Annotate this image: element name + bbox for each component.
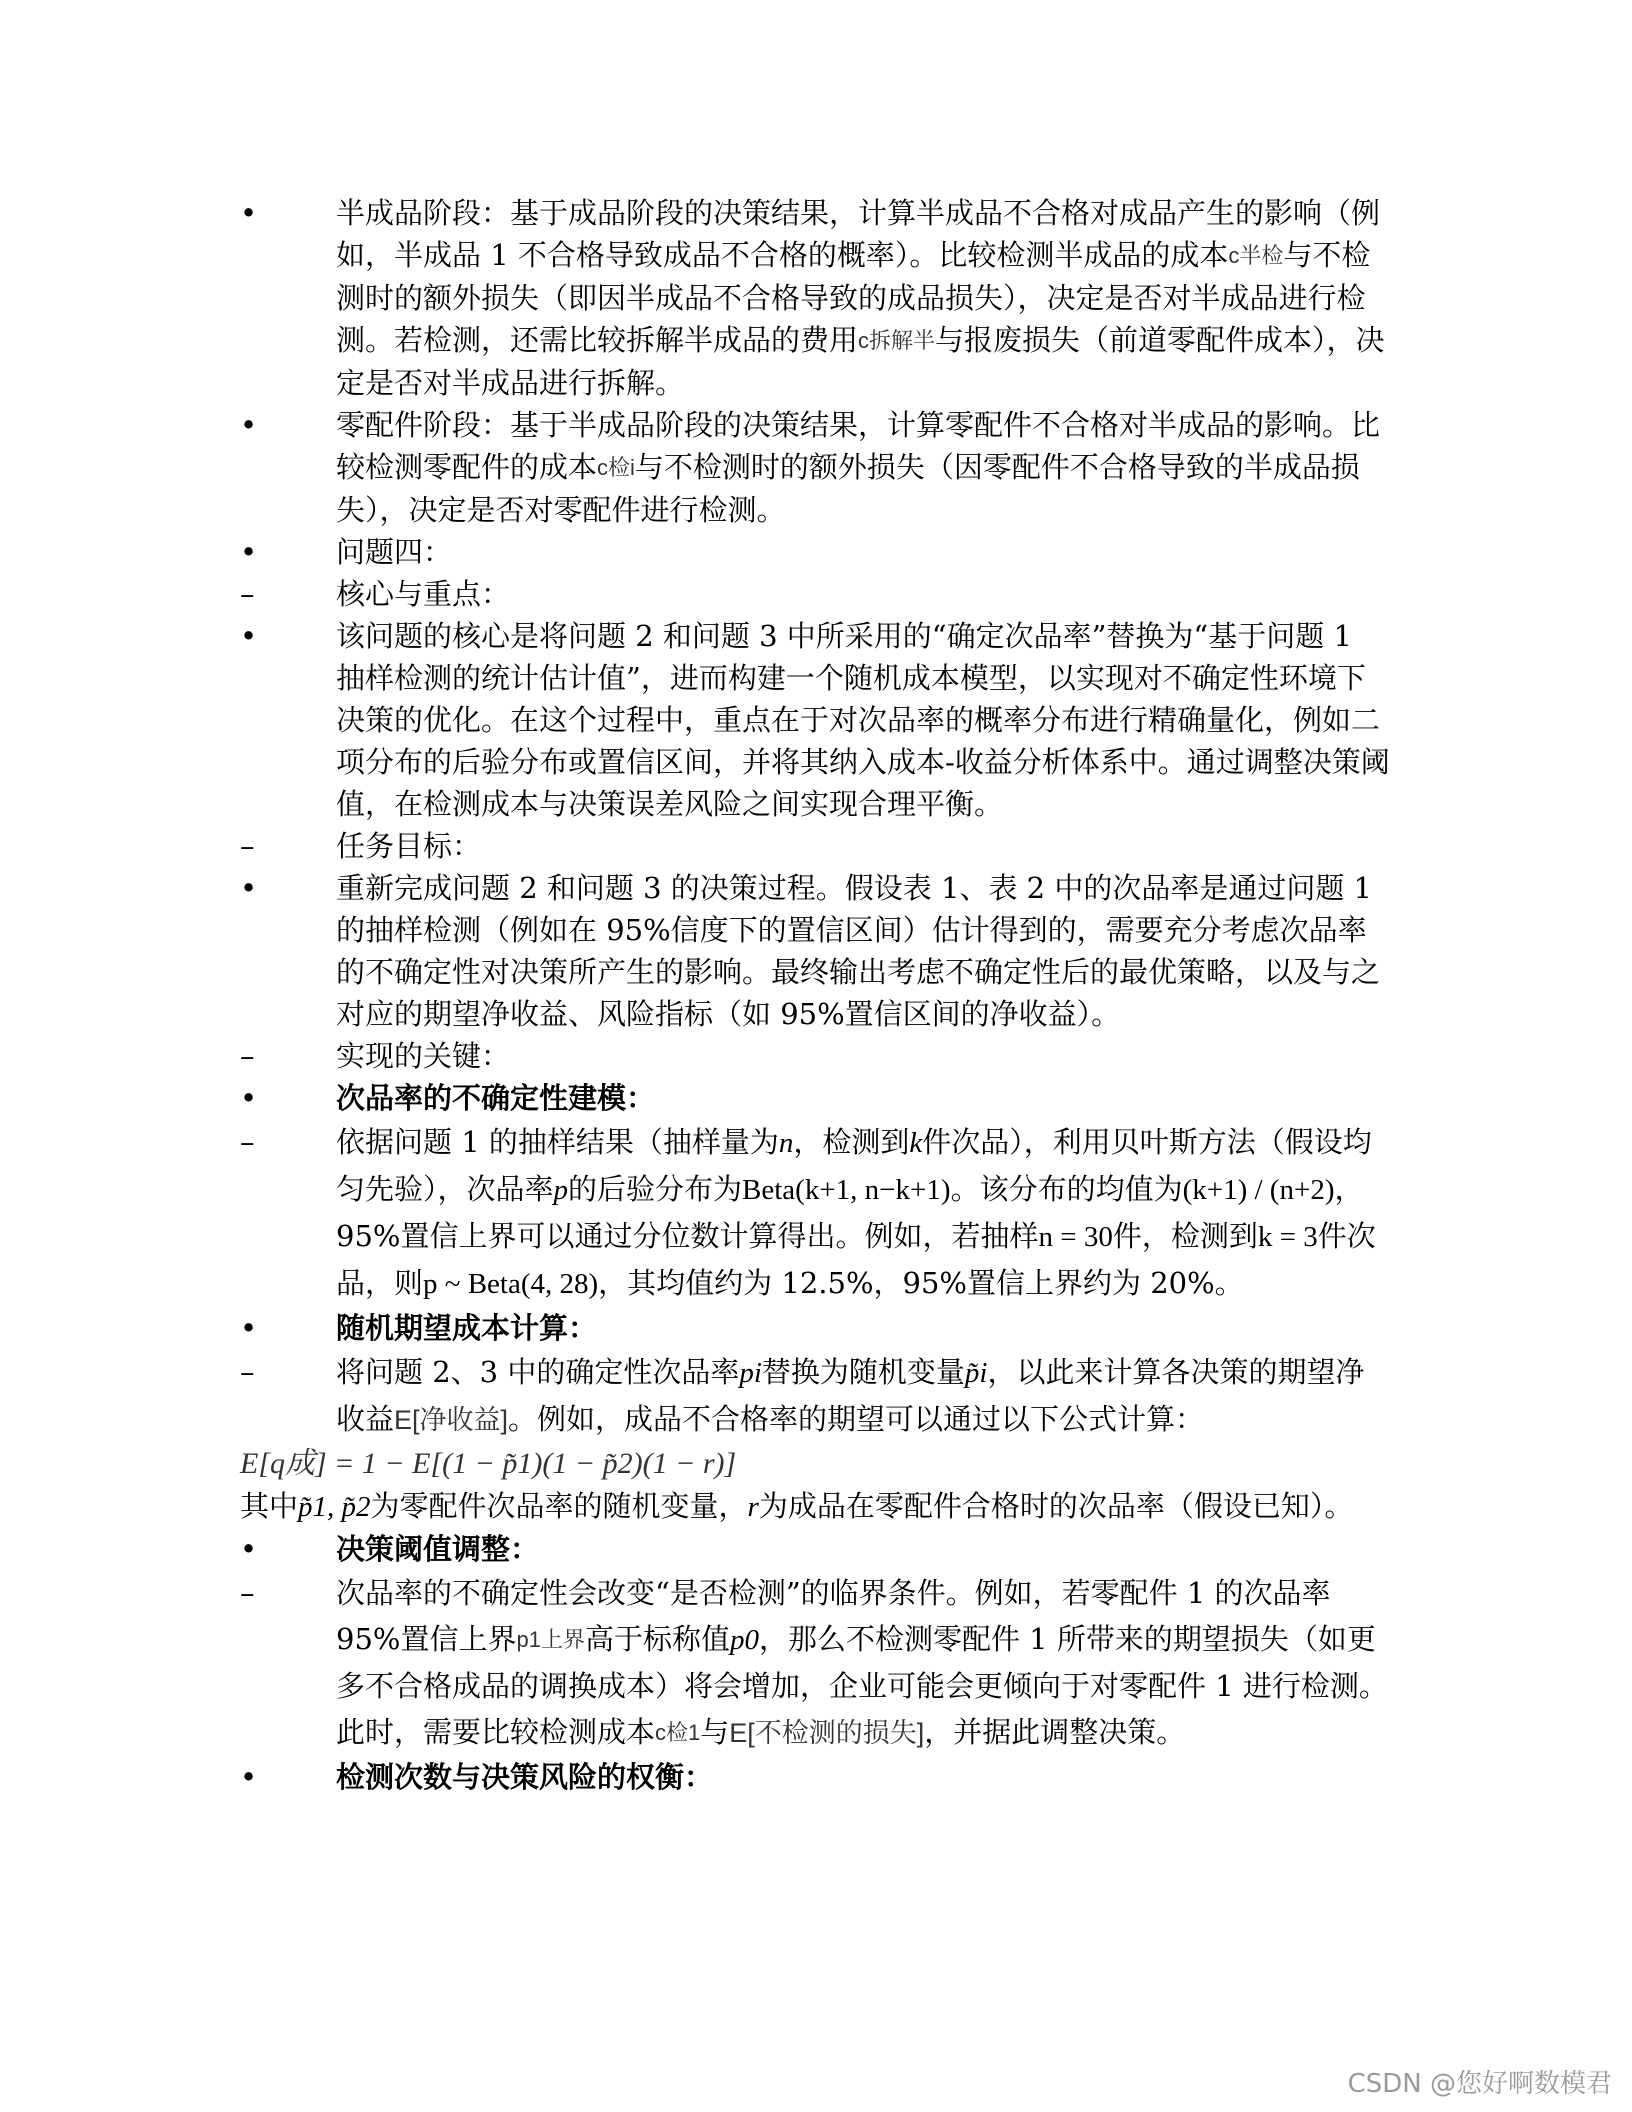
math-expression: (k+1) / (n+2) [1182, 1174, 1335, 1206]
math-variable: n [778, 1127, 794, 1159]
subheading-task-goal: 任务目标： [336, 829, 482, 863]
paragraph-variable-definitions: 其中p̃1, p̃2为零配件次品率的随机变量，r为成品在零配件合格时的次品率（假设已知）。 [240, 1489, 1354, 1523]
paragraph-parts-stage: 零配件阶段：基于半成品阶段的决策结果，计算零配件不合格对半成品的影响。比较检测零配件的成本c检i与不检测时的额外损失（因零配件不合格导致的半成品损失），决定是否对零配件进行检测。 [336, 408, 1381, 527]
math-symbol: p1上界 [516, 1627, 585, 1652]
subheading-core: 核心与重点： [336, 577, 511, 611]
dash-marker: – [240, 1355, 255, 1389]
heading-random-expected-cost: 随机期望成本计算： [336, 1311, 598, 1345]
list-item [240, 867, 1390, 1035]
list-item [240, 1119, 1390, 1307]
bullet-marker: • [240, 408, 258, 442]
list-item [240, 1077, 1390, 1119]
document-body [240, 192, 1390, 1798]
math-expression: Beta(k+1, n−k+1) [742, 1174, 951, 1206]
dash-marker: – [240, 1576, 255, 1610]
math-expression: p ~ Beta(4, 28) [423, 1268, 599, 1300]
cost-symbol: c检1 [655, 1720, 701, 1745]
paragraph-random-variables: 将问题 2、3 中的确定性次品率pi替换为随机变量p̃i，以此来计算各决策的期望净收益E[净收益]。例如，成品不合格率的期望可以通过以下公式计算： [336, 1355, 1365, 1436]
bullet-marker: • [240, 1532, 258, 1566]
list-item [240, 573, 1390, 615]
math-variable: r [747, 1491, 759, 1523]
dash-marker: – [240, 829, 255, 863]
bullet-marker: • [240, 871, 258, 905]
csdn-watermark: CSDN @您好啊数模君 [1347, 2069, 1612, 2099]
math-variable: k [909, 1127, 923, 1159]
math-expression: k = 3 [1257, 1221, 1318, 1253]
cost-symbol: c检i [597, 455, 635, 480]
list-item [240, 825, 1390, 867]
bullet-marker: • [240, 535, 258, 569]
math-variable: p̃1, p̃2 [298, 1491, 371, 1523]
cost-symbol: c半检 [1228, 243, 1284, 268]
math-variable: p0 [729, 1624, 759, 1656]
math-expression: E[净收益] [394, 1405, 509, 1435]
math-variable: p [553, 1174, 569, 1206]
bullet-marker: • [240, 196, 258, 230]
math-expression: n = 30 [1038, 1221, 1113, 1253]
list-item [240, 192, 1390, 404]
list-item [240, 615, 1390, 825]
list-item [240, 1035, 1390, 1077]
list-item [240, 1307, 1390, 1349]
cost-symbol: c拆解半 [858, 328, 936, 353]
dash-marker: – [240, 577, 255, 611]
paragraph-core-description: 该问题的核心是将问题 2 和问题 3 中所采用的“确定次品率”替换为“基于问题 1 抽样检测的统计估计值”，进而构建一个随机成本模型，以实现对不确定性环境下决策的优化。在这个过程中，重点在于对次品率的概率分布进行精确量化，例如二项分布的后验分布或置信区间，并将其纳入成本-收益分析体系中。通过调整决策阈值，在检测成本与决策误差风险之间实现合理平衡。 [336, 619, 1390, 821]
formula-expected-defect-rate: E[q成] = 1 − E[(1 − p̃1)(1 − p̃2)(1 − r)] [240, 1447, 737, 1480]
paragraph-semi-finished-stage: 半成品阶段：基于成品阶段的决策结果，计算半成品不合格对成品产生的影响（例如，半成品 1 不合格导致成品不合格的概率）。比较检测半成品的成本c半检与不检测时的额外损失（即因半成品不合格导致的成品损失），决定是否对半成品进行检测。若检测，还需比较拆解半成品的费用c拆解半与报废损失（前道零配件成本），决定是否对半成品进行拆解。 [336, 196, 1385, 400]
heading-uncertainty-modeling: 次品率的不确定性建模： [336, 1081, 656, 1115]
heading-threshold-adjustment: 决策阈值调整： [336, 1532, 540, 1566]
heading-detection-tradeoff: 检测次数与决策风险的权衡： [336, 1760, 714, 1794]
bullet-marker: • [240, 1760, 258, 1794]
list-item [240, 531, 1390, 573]
list-item [240, 1756, 1390, 1798]
dash-marker: – [240, 1125, 255, 1159]
dash-marker: – [240, 1039, 255, 1073]
paragraph-bayesian-model: 依据问题 1 的抽样结果（抽样量为n，检测到k件次品），利用贝叶斯方法（假设均匀先验），次品率p的后验分布为Beta(k+1, n−k+1)。该分布的均值为(k+1) / (n+2)，95%置信上界可以通过分位数计算得出。例如，若抽样n = 30件，检测到k = 3件次品，则p ~ Beta(4, 28)，其均值约为 12.5%，95%置信上界约为 20%。 [336, 1125, 1376, 1300]
list-item [240, 1528, 1390, 1570]
list-item [240, 404, 1390, 531]
list-item [240, 1349, 1390, 1443]
list-item [240, 1570, 1390, 1756]
math-expression: E[不检测的损失] [729, 1718, 925, 1748]
heading-problem-four: 问题四： [336, 535, 453, 569]
paragraph-task-description: 重新完成问题 2 和问题 3 的决策过程。假设表 1、表 2 中的次品率是通过问题 1 的抽样检测（例如在 95%信度下的置信区间）估计得到的，需要充分考虑次品率的不确定性对决策所产生的影响。最终输出考虑不确定性后的最优策略，以及与之对应的期望净收益、风险指标（如 95%置信区间的净收益）。 [336, 871, 1381, 1031]
subheading-key-points: 实现的关键： [336, 1039, 511, 1073]
paragraph-threshold-description: 次品率的不确定性会改变“是否检测”的临界条件。例如，若零配件 1 的次品率 95%置信上界p1上界高于标称值p0，那么不检测零配件 1 所带来的期望损失（如更多不合格成品的调换成本）将会增加，企业可能会更倾向于对零配件 1 进行检测。此时，需要比较检测成本c检1与E[不检测的损失]，并据此调整决策。 [336, 1576, 1388, 1749]
math-variable: pi [739, 1357, 762, 1389]
bullet-marker: • [240, 619, 258, 653]
bullet-marker: • [240, 1311, 258, 1345]
bullet-marker: • [240, 1081, 258, 1115]
math-variable: p̃i [964, 1357, 988, 1389]
